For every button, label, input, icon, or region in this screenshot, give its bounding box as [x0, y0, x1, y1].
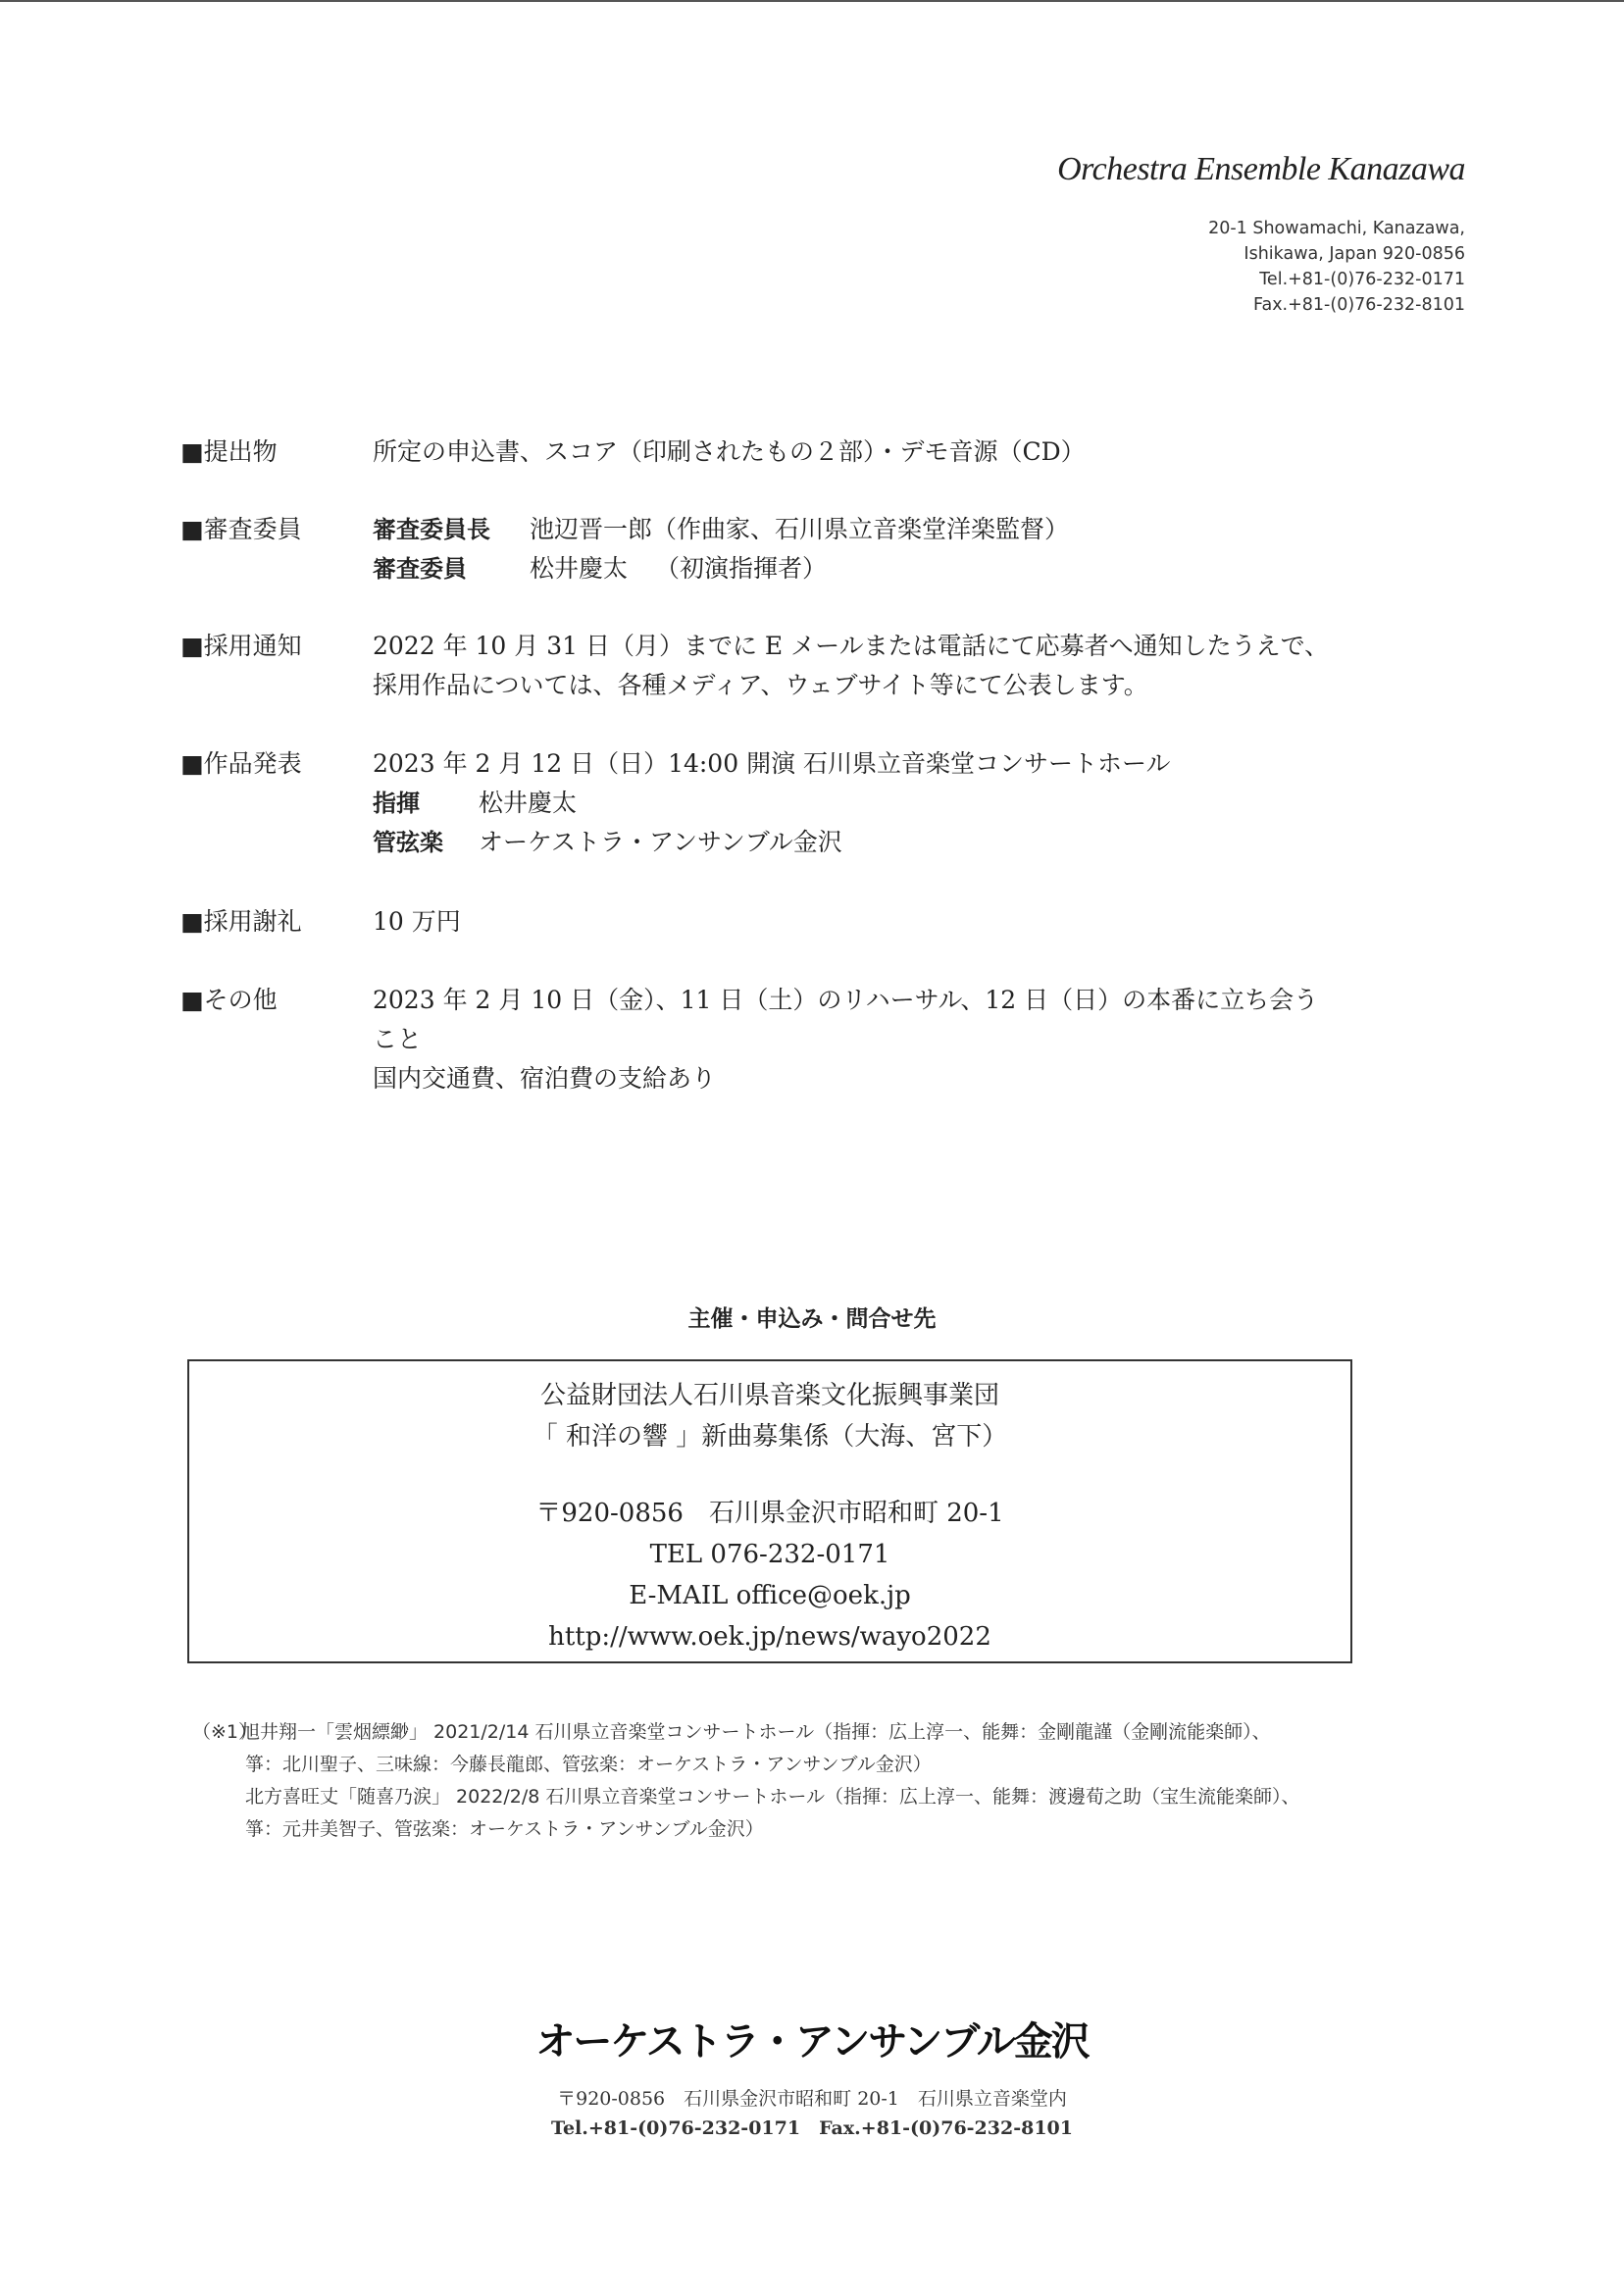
orchestra-name: オーケストラ・アンサンブル金沢	[479, 828, 842, 856]
contact-dept: 「 和洋の響 」新曲募集係（大海、宮下）	[532, 1422, 1008, 1452]
letterhead-address	[1057, 216, 1465, 318]
address-line: Ishikawa, Japan 920-0856	[1243, 244, 1465, 264]
section-other	[180, 981, 1436, 1098]
judge-member-name: 松井慶太	[530, 554, 629, 583]
judge-member-role: 審査委員	[373, 555, 467, 583]
letterhead	[1057, 151, 1465, 318]
section-body: 10 万円	[373, 907, 461, 936]
premiere-date-venue: 2023 年 2 月 12 日（日）14:00 開演 石川県立音楽堂コンサートホール	[373, 749, 1171, 778]
footer-phone-fax: Tel.+81-(0)76-232-0171 Fax.+81-(0)76-232-8101	[551, 2117, 1073, 2139]
other-line: 国内交通費、宿泊費の支給あり	[373, 1064, 717, 1093]
section-label: ■採用通知	[180, 632, 302, 660]
tel-line: Tel.+81-(0)76-232-0171	[1259, 270, 1465, 289]
contact-tel: TEL 076-232-0171	[649, 1540, 890, 1569]
orchestra-logo-ja: オーケストラ・アンサンブル金沢	[535, 2019, 1089, 2065]
contact-org: 公益財団法人石川県音楽文化振興事業団	[539, 1381, 999, 1410]
footnote	[192, 1716, 1428, 1846]
section-submission	[180, 433, 1436, 472]
contact-email[interactable]: E-MAIL office@oek.jp	[629, 1581, 911, 1610]
footer-address: 〒920-0856 石川県金沢市昭和町 20-1 石川県立音楽堂内	[557, 2088, 1067, 2110]
conductor-name: 松井慶太	[479, 789, 578, 817]
section-reward	[180, 902, 1436, 942]
conductor-role: 指揮	[373, 790, 420, 817]
contact-url[interactable]: http://www.oek.jp/news/wayo2022	[548, 1622, 991, 1652]
section-body	[373, 627, 1436, 705]
other-line: 2023 年 2 月 10 日（金）、11 日（土）のリハーサル、12 日（日）の本番に立ち会う	[373, 986, 1319, 1014]
footnote-line: 北方喜旺丈「随喜乃涙」 2022/2/8 石川県立音楽堂コンサートホール（指揮：広上淳一、能舞：渡邊荀之助（宝生流能楽師）、	[245, 1786, 1300, 1808]
orchestra-logo-en: Orchestra Ensemble Kanazawa	[1057, 151, 1465, 187]
section-label: ■作品発表	[180, 749, 302, 778]
footnote-line: 旭井翔一「雲烟縹緲」 2021/2/14 石川県立音楽堂コンサートホール（指揮：広上淳一、能舞：金剛龍謹（金剛流能楽師）、	[241, 1721, 1271, 1743]
section-premiere	[180, 744, 1436, 862]
page-top-edge	[0, 0, 1624, 2]
contact-address: 〒920-0856 石川県金沢市昭和町 20-1	[535, 1499, 1004, 1528]
section-judges	[180, 510, 1436, 588]
section-body	[373, 510, 1436, 588]
judge-chair-role: 審査委員長	[373, 516, 490, 543]
contact-box	[187, 1359, 1352, 1663]
contact-heading: 主催・申込み・問合せ先	[687, 1306, 937, 1332]
footnote-mark: （※1）	[192, 1721, 258, 1743]
section-body	[373, 981, 1436, 1098]
footnote-line: 箏：元井美智子、管弦楽：オーケストラ・アンサンブル金沢）	[245, 1818, 764, 1840]
fax-line: Fax.+81-(0)76-232-8101	[1253, 295, 1465, 315]
section-label: ■採用謝礼	[180, 907, 302, 936]
judge-chair-text: 池辺晋一郎（作曲家、石川県立音楽堂洋楽監督）	[530, 515, 1070, 543]
judge-member-note: （初演指揮者）	[655, 554, 828, 583]
section-label: ■提出物	[180, 437, 278, 466]
section-label: ■その他	[180, 986, 278, 1014]
section-notice	[180, 627, 1436, 705]
notice-line: 2022 年 10 月 31 日（月）までに E メールまたは電話にて応募者へ通知したうえで、	[373, 632, 1330, 660]
orchestra-role: 管弦楽	[373, 829, 443, 856]
footnote-line: 箏：北川聖子、三味線：今藤長龍郎、管弦楽：オーケストラ・アンサンブル金沢）	[245, 1754, 932, 1775]
section-body	[373, 744, 1436, 862]
footer	[0, 2011, 1624, 2143]
notice-line: 採用作品については、各種メディア、ウェブサイト等にて公表します。	[373, 671, 1148, 699]
other-line: こと	[373, 1025, 423, 1053]
address-line: 20-1 Showamachi, Kanazawa,	[1208, 219, 1465, 238]
section-body: 所定の申込書、スコア（印刷されたもの２部）・デモ音源（CD）	[373, 437, 1086, 466]
section-label: ■審査委員	[180, 515, 302, 543]
